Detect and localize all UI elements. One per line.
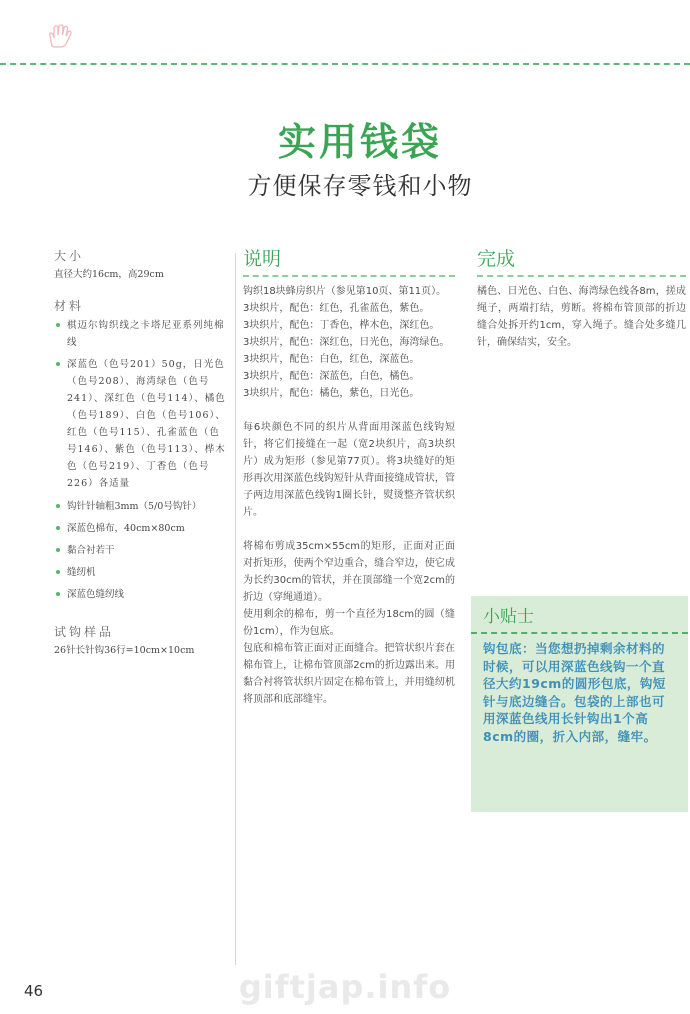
size-heading: 大小 bbox=[54, 249, 85, 263]
list-item bbox=[54, 317, 230, 351]
size-text: 直径大约16cm，高29cm bbox=[54, 269, 164, 280]
gauge-heading: 试钩样品 bbox=[54, 625, 115, 639]
instructions-heading: 说明 bbox=[243, 248, 282, 270]
list-item bbox=[54, 586, 230, 603]
gauge-text: 26针长针钩36行=10cm×10cm bbox=[54, 645, 195, 656]
yarn-colors-item bbox=[54, 356, 230, 492]
hand-icon bbox=[46, 24, 76, 48]
instruction-line: 3块织片，配色：橘色，紫色，日光色。 bbox=[243, 388, 420, 399]
material-hook: 钩针针轴粗3mm（5/0号钩针） bbox=[67, 501, 202, 512]
header-dashed-rule bbox=[0, 63, 690, 65]
material-interfacing: 黏合衬若干 bbox=[67, 545, 115, 556]
tip-rule bbox=[471, 632, 688, 634]
instruction-line: 3块织片，配色：红色，孔雀蓝色，紫色。 bbox=[243, 303, 430, 314]
tip-text: 钩包底：当您想扔掉剩余材料的时候，可以用深蓝色线钩一个直径大约19cm的圆形包底，钩短针与底边缝合。包袋的上部也可用深蓝色线用长针钩出1个高8cm的圈，折入内部，缝牢。 bbox=[483, 641, 666, 744]
instruction-line: 3块织片，配色：白色，红色，深蓝色。 bbox=[243, 354, 420, 365]
list-item bbox=[54, 520, 230, 537]
instructions-text bbox=[243, 283, 455, 708]
page-title: 实用钱袋 bbox=[277, 120, 442, 164]
instruction-line: 钩织18块蜂房织片（参见第10页、第11页）。 bbox=[243, 286, 447, 297]
instruction-paragraph: 包底和棉布管正面对正面缝合。把管状织片套在棉布管上，让棉布管顶部2cm的折边露出来。用黏合衬将管状织片固定在棉布管上，并用缝纫机将顶部和底部缝牢。 bbox=[243, 643, 455, 705]
watermark: giftjap.info bbox=[238, 968, 452, 1006]
list-item bbox=[54, 542, 230, 559]
instruction-line: 3块织片，配色：深红色，日光色，海湾绿色。 bbox=[243, 337, 450, 348]
material-thread: 深蓝色缝纫线 bbox=[67, 589, 125, 600]
title-block bbox=[150, 118, 570, 202]
column-divider bbox=[235, 253, 236, 965]
material-fabric: 深蓝色棉布，40cm×80cm bbox=[67, 523, 185, 534]
page-number: 46 bbox=[24, 982, 44, 1000]
list-item bbox=[54, 564, 230, 581]
materials-heading: 材料 bbox=[54, 299, 85, 313]
instruction-line: 3块织片，配色：丁香色，桦木色，深红色。 bbox=[243, 320, 440, 331]
yarn-item: 棋迈尔钩织线之卡塔尼亚系列纯棉线 bbox=[67, 320, 225, 348]
material-sewing-machine: 缝纫机 bbox=[67, 567, 96, 578]
list-item bbox=[54, 498, 230, 515]
finish-rule bbox=[477, 275, 686, 277]
tip-heading: 小贴士 bbox=[483, 607, 534, 627]
page-subtitle: 方便保存零钱和小物 bbox=[247, 172, 473, 200]
specs-column bbox=[54, 247, 230, 673]
finish-text: 橘色、日光色、白色、海湾绿色线各8m，搓成绳子，两端打结，剪断。将棉布管顶部的折边缝合处拆开约1cm，穿入绳子。缝合处多缝几针，确保结实，安全。 bbox=[477, 286, 686, 348]
instruction-paragraph: 每6块颜色不同的织片从背面用深蓝色线钩短针，将它们接缝在一起（宽2块织片，高3块织片）成为矩形（参见第77页）。将3块缝好的矩形再次用深蓝色线钩短针从背面接缝成管状，管子两边用深蓝色线钩1圈长针，熨烫整齐管状织片。 bbox=[243, 422, 455, 518]
instruction-line: 3块织片，配色：深蓝色，白色，橘色。 bbox=[243, 371, 420, 382]
instructions-rule bbox=[243, 275, 455, 277]
materials-list bbox=[54, 317, 230, 603]
tip-box bbox=[471, 596, 688, 812]
instruction-paragraph: 使用剩余的棉布，剪一个直径为18cm的圆（缝份1cm），作为包底。 bbox=[243, 609, 455, 637]
finish-column bbox=[477, 246, 686, 351]
instructions-column bbox=[243, 246, 455, 708]
finish-heading: 完成 bbox=[477, 248, 516, 270]
yarn-colors: 深蓝色（色号201）50g，日光色（色号208）、海湾绿色（色号241）、深红色（色号114）、橘色（色号189）、白色（色号106）、红色（色号115）、孔雀蓝色（色号146）、紫色（色号113）、桦木色（色号219）、丁香色（色号226）各适量 bbox=[67, 359, 226, 489]
instruction-paragraph: 将棉布剪成35cm×55cm的矩形，正面对正面对折矩形，使两个窄边重合，缝合窄边，使它成为长约30cm的管状，并在顶部缝一个宽2cm的折边（穿绳通道）。 bbox=[243, 541, 455, 603]
